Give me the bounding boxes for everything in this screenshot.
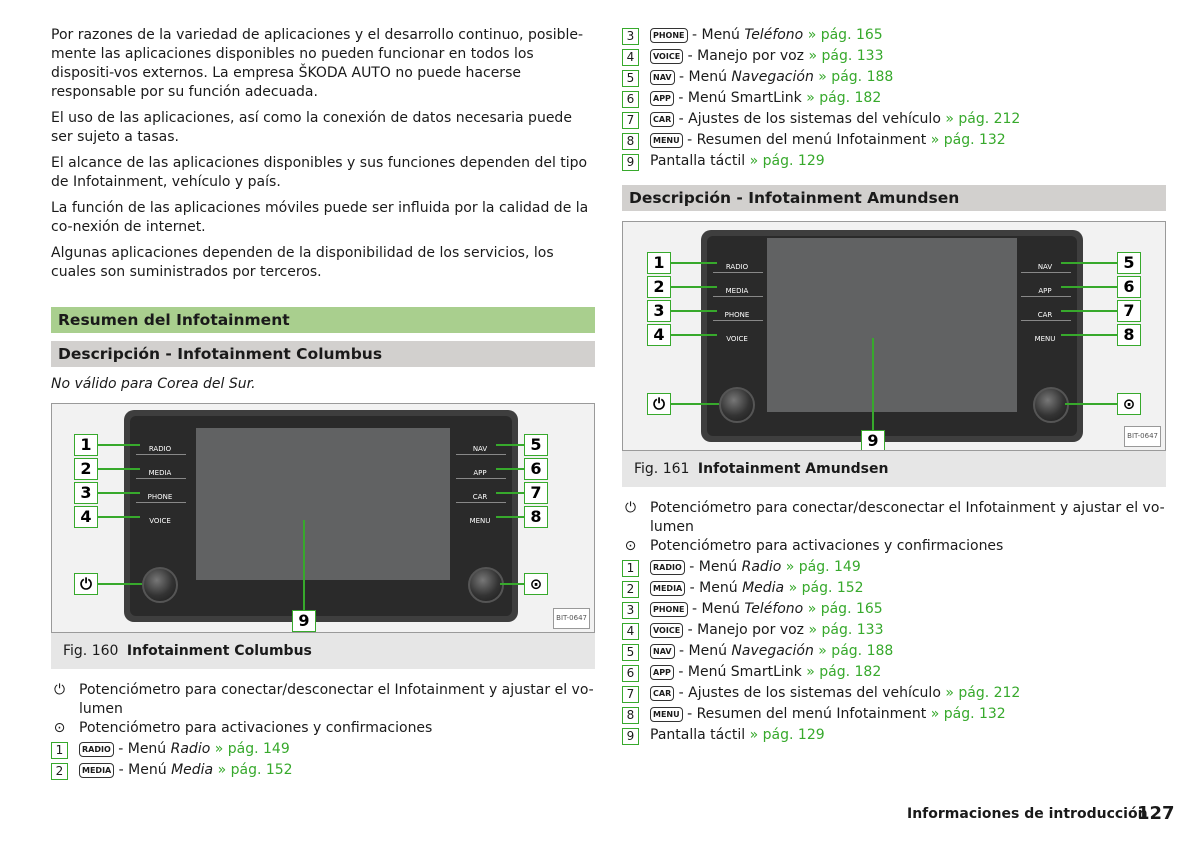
item-text xyxy=(650,131,1006,150)
item-label: - Resumen del menú Infotainment xyxy=(682,706,927,722)
page-link[interactable]: » pág. 132 xyxy=(926,132,1006,148)
button-key-icon: NAV xyxy=(650,70,675,85)
paragraph: El uso de las aplicaciones, así como la conexión de datos necesaria puede ser sujeto a tasas. xyxy=(51,110,572,145)
list-item xyxy=(622,152,1166,173)
list-item xyxy=(51,740,595,761)
callout-line xyxy=(1061,310,1117,312)
button-key-icon: APP xyxy=(650,91,674,106)
item-menu-name: Radio xyxy=(741,559,782,575)
button-key-icon: VOICE xyxy=(650,49,683,64)
figure-code: BIT-0647 xyxy=(1124,426,1161,447)
item-text xyxy=(650,600,883,619)
item-text: Potenciómetro para activaciones y confirmaciones xyxy=(79,720,433,736)
callout-line xyxy=(872,338,874,444)
item-number: 1 xyxy=(51,742,68,759)
page-link[interactable]: » pág. 165 xyxy=(803,27,883,43)
callout-line xyxy=(667,403,719,405)
button-label-voice[interactable]: VOICE xyxy=(149,517,171,525)
item-number: 5 xyxy=(622,644,639,661)
callout-number: 2 xyxy=(647,276,671,298)
power-icon: ⏻ xyxy=(53,682,66,698)
button-label-voice[interactable]: VOICE xyxy=(726,335,748,343)
item-number: 5 xyxy=(622,70,639,87)
item-label: - Menú SmartLink xyxy=(673,90,802,106)
item-number: 3 xyxy=(622,602,639,619)
item-menu-name: Teléfono xyxy=(744,27,804,43)
item-label: - Manejo por voz xyxy=(683,622,805,638)
button-label-media[interactable]: MEDIA xyxy=(725,287,749,295)
callout-line xyxy=(1061,286,1117,288)
callout-number: 8 xyxy=(1117,324,1141,346)
button-label-phone[interactable]: PHONE xyxy=(147,493,173,501)
item-number: 6 xyxy=(622,91,639,108)
list-item xyxy=(622,68,1166,89)
caption-title: Infotainment Amundsen xyxy=(697,461,889,477)
callout-number: 4 xyxy=(74,506,98,528)
callout-line xyxy=(1065,403,1117,405)
item-text: Potenciómetro para activaciones y confirmaciones xyxy=(650,538,1004,554)
item-number: 4 xyxy=(622,49,639,66)
callout-number: 9 xyxy=(292,610,316,632)
item-label: - Menú xyxy=(674,643,732,659)
list-item xyxy=(622,684,1166,705)
button-label-menu[interactable]: MENU xyxy=(1034,335,1056,343)
item-label: - Menú xyxy=(687,27,745,43)
item-number: 2 xyxy=(622,581,639,598)
figure-code: BIT-0647 xyxy=(553,608,590,629)
item-text xyxy=(650,152,825,171)
confirm-knob-icon: ⊙ xyxy=(524,573,548,595)
item-number: 7 xyxy=(622,686,639,703)
callout-number: 2 xyxy=(74,458,98,480)
item-number: 9 xyxy=(622,728,639,745)
figure-caption xyxy=(622,451,1166,487)
item-label: - Menú xyxy=(674,69,732,85)
list-item xyxy=(51,681,595,719)
power-icon: ⏻ xyxy=(74,573,98,595)
button-divider xyxy=(136,502,186,503)
figure-caption xyxy=(51,633,595,669)
page-link[interactable]: » pág. 165 xyxy=(803,601,883,617)
list-item xyxy=(622,579,1166,600)
button-divider xyxy=(1021,296,1071,297)
item-text xyxy=(650,726,825,745)
item-number: 7 xyxy=(622,112,639,129)
paragraph: Por razones de la variedad de aplicaciones y el desarrollo continuo, posible-mente las aplicaciones disponibles no pueden funcionar en todos los dispositi-vos externos. La empresa ŠKODA AUTO no puede hacerse responsable por su función adecuada. xyxy=(51,27,584,100)
list-item xyxy=(622,26,1166,47)
button-divider xyxy=(1021,272,1071,273)
callout-line xyxy=(1061,334,1117,336)
list-item xyxy=(622,499,1166,537)
footer-title: Informaciones de introducción xyxy=(907,806,1148,822)
button-divider xyxy=(1021,320,1071,321)
button-divider xyxy=(713,320,763,321)
item-label: - Menú xyxy=(113,741,171,757)
button-label-car[interactable]: CAR xyxy=(1037,311,1053,319)
confirm-knob-icon: ⊙ xyxy=(53,720,66,736)
item-menu-name: Radio xyxy=(170,741,211,757)
item-label: Pantalla táctil xyxy=(650,153,746,169)
figure-columbus xyxy=(51,403,595,633)
list-item xyxy=(622,131,1166,152)
list-item xyxy=(622,663,1166,684)
button-key-icon: CAR xyxy=(650,112,674,127)
button-key-icon: MENU xyxy=(650,707,683,722)
page-link[interactable]: » pág. 188 xyxy=(813,69,894,85)
list-item xyxy=(51,719,595,740)
item-label: - Ajustes de los sistemas del vehículo xyxy=(674,685,941,701)
item-label: - Menú xyxy=(687,601,745,617)
callout-line xyxy=(98,468,140,470)
list-item xyxy=(622,89,1166,110)
item-menu-name: Media xyxy=(171,762,214,778)
item-number: 6 xyxy=(622,665,639,682)
button-label-media[interactable]: MEDIA xyxy=(148,469,172,477)
item-label: - Menú SmartLink xyxy=(673,664,802,680)
figure-amundsen xyxy=(622,221,1166,451)
button-label-radio[interactable]: RADIO xyxy=(148,445,172,453)
button-key-icon: MEDIA xyxy=(650,581,685,596)
callout-number: 7 xyxy=(524,482,548,504)
button-divider xyxy=(456,502,506,503)
callout-number: 4 xyxy=(647,324,671,346)
button-divider xyxy=(136,454,186,455)
item-list xyxy=(51,681,595,782)
item-menu-name: Teléfono xyxy=(744,601,804,617)
item-number: 2 xyxy=(51,763,68,780)
item-text xyxy=(650,89,881,108)
button-label-nav[interactable]: NAV xyxy=(1037,263,1053,271)
callout-number: 3 xyxy=(647,300,671,322)
callout-number: 9 xyxy=(861,430,885,451)
page-link[interactable]: » pág. 212 xyxy=(940,111,1021,127)
item-text: Potenciómetro para conectar/desconectar el Infotainment y ajustar el vo-lumen xyxy=(79,682,594,717)
callout-number: 5 xyxy=(524,434,548,456)
callout-line xyxy=(671,286,717,288)
callout-number: 6 xyxy=(524,458,548,480)
item-label: Pantalla táctil xyxy=(650,727,746,743)
callout-line xyxy=(1061,262,1117,264)
item-menu-name: Media xyxy=(742,580,785,596)
page-number: 127 xyxy=(1137,803,1175,824)
item-text xyxy=(650,705,1006,724)
item-number: 1 xyxy=(622,560,639,577)
paragraph: La función de las aplicaciones móviles puede ser influida por la calidad de la co-nexión de internet. xyxy=(51,200,589,235)
callout-line xyxy=(98,492,140,494)
list-item xyxy=(622,705,1166,726)
item-text: Potenciómetro para conectar/desconectar el Infotainment y ajustar el vo-lumen xyxy=(650,500,1165,535)
callout-line xyxy=(96,583,142,585)
callout-line xyxy=(98,444,140,446)
button-divider xyxy=(456,454,506,455)
page-link[interactable]: » pág. 152 xyxy=(784,580,864,596)
button-label-app[interactable]: APP xyxy=(1038,287,1052,295)
callout-number: 1 xyxy=(74,434,98,456)
callout-line xyxy=(496,492,524,494)
page-link[interactable]: » pág. 132 xyxy=(926,706,1006,722)
callout-line xyxy=(496,468,524,470)
item-text xyxy=(650,68,893,87)
power-icon: ⏻ xyxy=(647,393,671,415)
section-heading: Resumen del Infotainment xyxy=(51,307,595,333)
list-item xyxy=(622,726,1166,747)
button-key-icon: PHONE xyxy=(650,602,688,617)
button-label-car[interactable]: CAR xyxy=(472,493,488,501)
paragraph: Algunas aplicaciones dependen de la disponibilidad de los servicios, los cuales son suministrados por terceros. xyxy=(51,245,554,280)
caption-title: Infotainment Columbus xyxy=(126,643,312,659)
page-link[interactable]: » pág. 133 xyxy=(804,48,884,64)
page-link[interactable]: » pág. 129 xyxy=(745,153,825,169)
page-link[interactable]: » pág. 152 xyxy=(213,762,293,778)
button-key-icon: CAR xyxy=(650,686,674,701)
confirm-knob[interactable] xyxy=(468,567,504,603)
button-key-icon: MENU xyxy=(650,133,683,148)
touch-screen xyxy=(196,428,450,580)
page-link[interactable]: » pág. 133 xyxy=(804,622,884,638)
confirm-knob[interactable] xyxy=(1033,387,1069,423)
caption-number: Fig. 160 xyxy=(63,643,119,659)
button-key-icon: APP xyxy=(650,665,674,680)
button-divider xyxy=(713,296,763,297)
page-link[interactable]: » pág. 212 xyxy=(940,685,1021,701)
callout-line xyxy=(496,516,524,518)
button-divider xyxy=(136,478,186,479)
button-divider xyxy=(456,478,506,479)
confirm-knob-icon: ⊙ xyxy=(624,538,637,554)
item-text xyxy=(79,761,293,780)
item-number: 8 xyxy=(622,133,639,150)
button-label-app[interactable]: APP xyxy=(473,469,487,477)
item-text xyxy=(650,684,1020,703)
list-item xyxy=(622,47,1166,68)
button-label-nav[interactable]: NAV xyxy=(472,445,488,453)
note: No válido para Corea del Sur. xyxy=(51,376,256,392)
page-link[interactable]: » pág. 149 xyxy=(781,559,861,575)
button-key-icon: RADIO xyxy=(650,560,685,575)
list-item xyxy=(622,110,1166,131)
page-link[interactable]: » pág. 188 xyxy=(813,643,894,659)
item-text xyxy=(650,621,883,640)
item-number: 9 xyxy=(622,154,639,171)
item-number: 4 xyxy=(622,623,639,640)
sub-heading: Descripción - Infotainment Amundsen xyxy=(622,185,1166,211)
right-column xyxy=(622,26,1166,747)
power-icon: ⏻ xyxy=(624,500,637,516)
item-label: - Menú xyxy=(114,762,172,778)
caption-number: Fig. 161 xyxy=(634,461,690,477)
item-label: - Ajustes de los sistemas del vehículo xyxy=(674,111,941,127)
page-link[interactable]: » pág. 149 xyxy=(210,741,290,757)
callout-line xyxy=(671,262,717,264)
item-label: - Resumen del menú Infotainment xyxy=(682,132,927,148)
callout-line xyxy=(500,583,524,585)
callout-line xyxy=(671,334,717,336)
button-label-phone[interactable]: PHONE xyxy=(724,311,750,319)
touch-screen xyxy=(767,238,1017,412)
item-text xyxy=(650,642,893,661)
item-number: 3 xyxy=(622,28,639,45)
item-text xyxy=(650,663,881,682)
item-label: - Menú xyxy=(684,559,742,575)
button-key-icon: RADIO xyxy=(79,742,114,757)
list-item xyxy=(51,761,595,782)
power-volume-knob[interactable] xyxy=(719,387,755,423)
list-item xyxy=(622,642,1166,663)
left-column xyxy=(51,26,595,782)
paragraph: El alcance de las aplicaciones disponibles y sus funciones dependen del tipo de Infotainment, vehículo y país. xyxy=(51,155,588,190)
item-menu-name: Navegación xyxy=(731,643,814,659)
item-list xyxy=(622,26,1166,173)
callout-number: 1 xyxy=(647,252,671,274)
item-text xyxy=(650,579,864,598)
button-divider xyxy=(713,272,763,273)
button-key-icon: VOICE xyxy=(650,623,683,638)
item-number: 8 xyxy=(622,707,639,724)
item-label: - Menú xyxy=(685,580,743,596)
page-link[interactable]: » pág. 182 xyxy=(801,664,882,680)
callout-number: 8 xyxy=(524,506,548,528)
sub-heading: Descripción - Infotainment Columbus xyxy=(51,341,595,367)
button-key-icon: PHONE xyxy=(650,28,688,43)
list-item xyxy=(622,600,1166,621)
item-menu-name: Navegación xyxy=(731,69,814,85)
list-item xyxy=(622,537,1166,558)
callout-number: 6 xyxy=(1117,276,1141,298)
page-link[interactable]: » pág. 182 xyxy=(801,90,882,106)
item-label: - Manejo por voz xyxy=(683,48,805,64)
callout-line xyxy=(98,516,140,518)
item-text xyxy=(650,26,883,45)
callout-number: 5 xyxy=(1117,252,1141,274)
callout-line xyxy=(671,310,717,312)
power-volume-knob[interactable] xyxy=(142,567,178,603)
item-list xyxy=(622,499,1166,747)
confirm-knob-icon: ⊙ xyxy=(1117,393,1141,415)
callout-number: 3 xyxy=(74,482,98,504)
item-text xyxy=(79,740,290,759)
item-text xyxy=(650,47,883,66)
item-text xyxy=(650,558,861,577)
button-label-radio[interactable]: RADIO xyxy=(725,263,749,271)
item-text xyxy=(650,110,1020,129)
button-key-icon: NAV xyxy=(650,644,675,659)
callout-number: 7 xyxy=(1117,300,1141,322)
list-item xyxy=(622,621,1166,642)
list-item xyxy=(622,558,1166,579)
button-key-icon: MEDIA xyxy=(79,763,114,778)
callout-line xyxy=(496,444,524,446)
page-link[interactable]: » pág. 129 xyxy=(745,727,825,743)
button-label-menu[interactable]: MENU xyxy=(469,517,491,525)
